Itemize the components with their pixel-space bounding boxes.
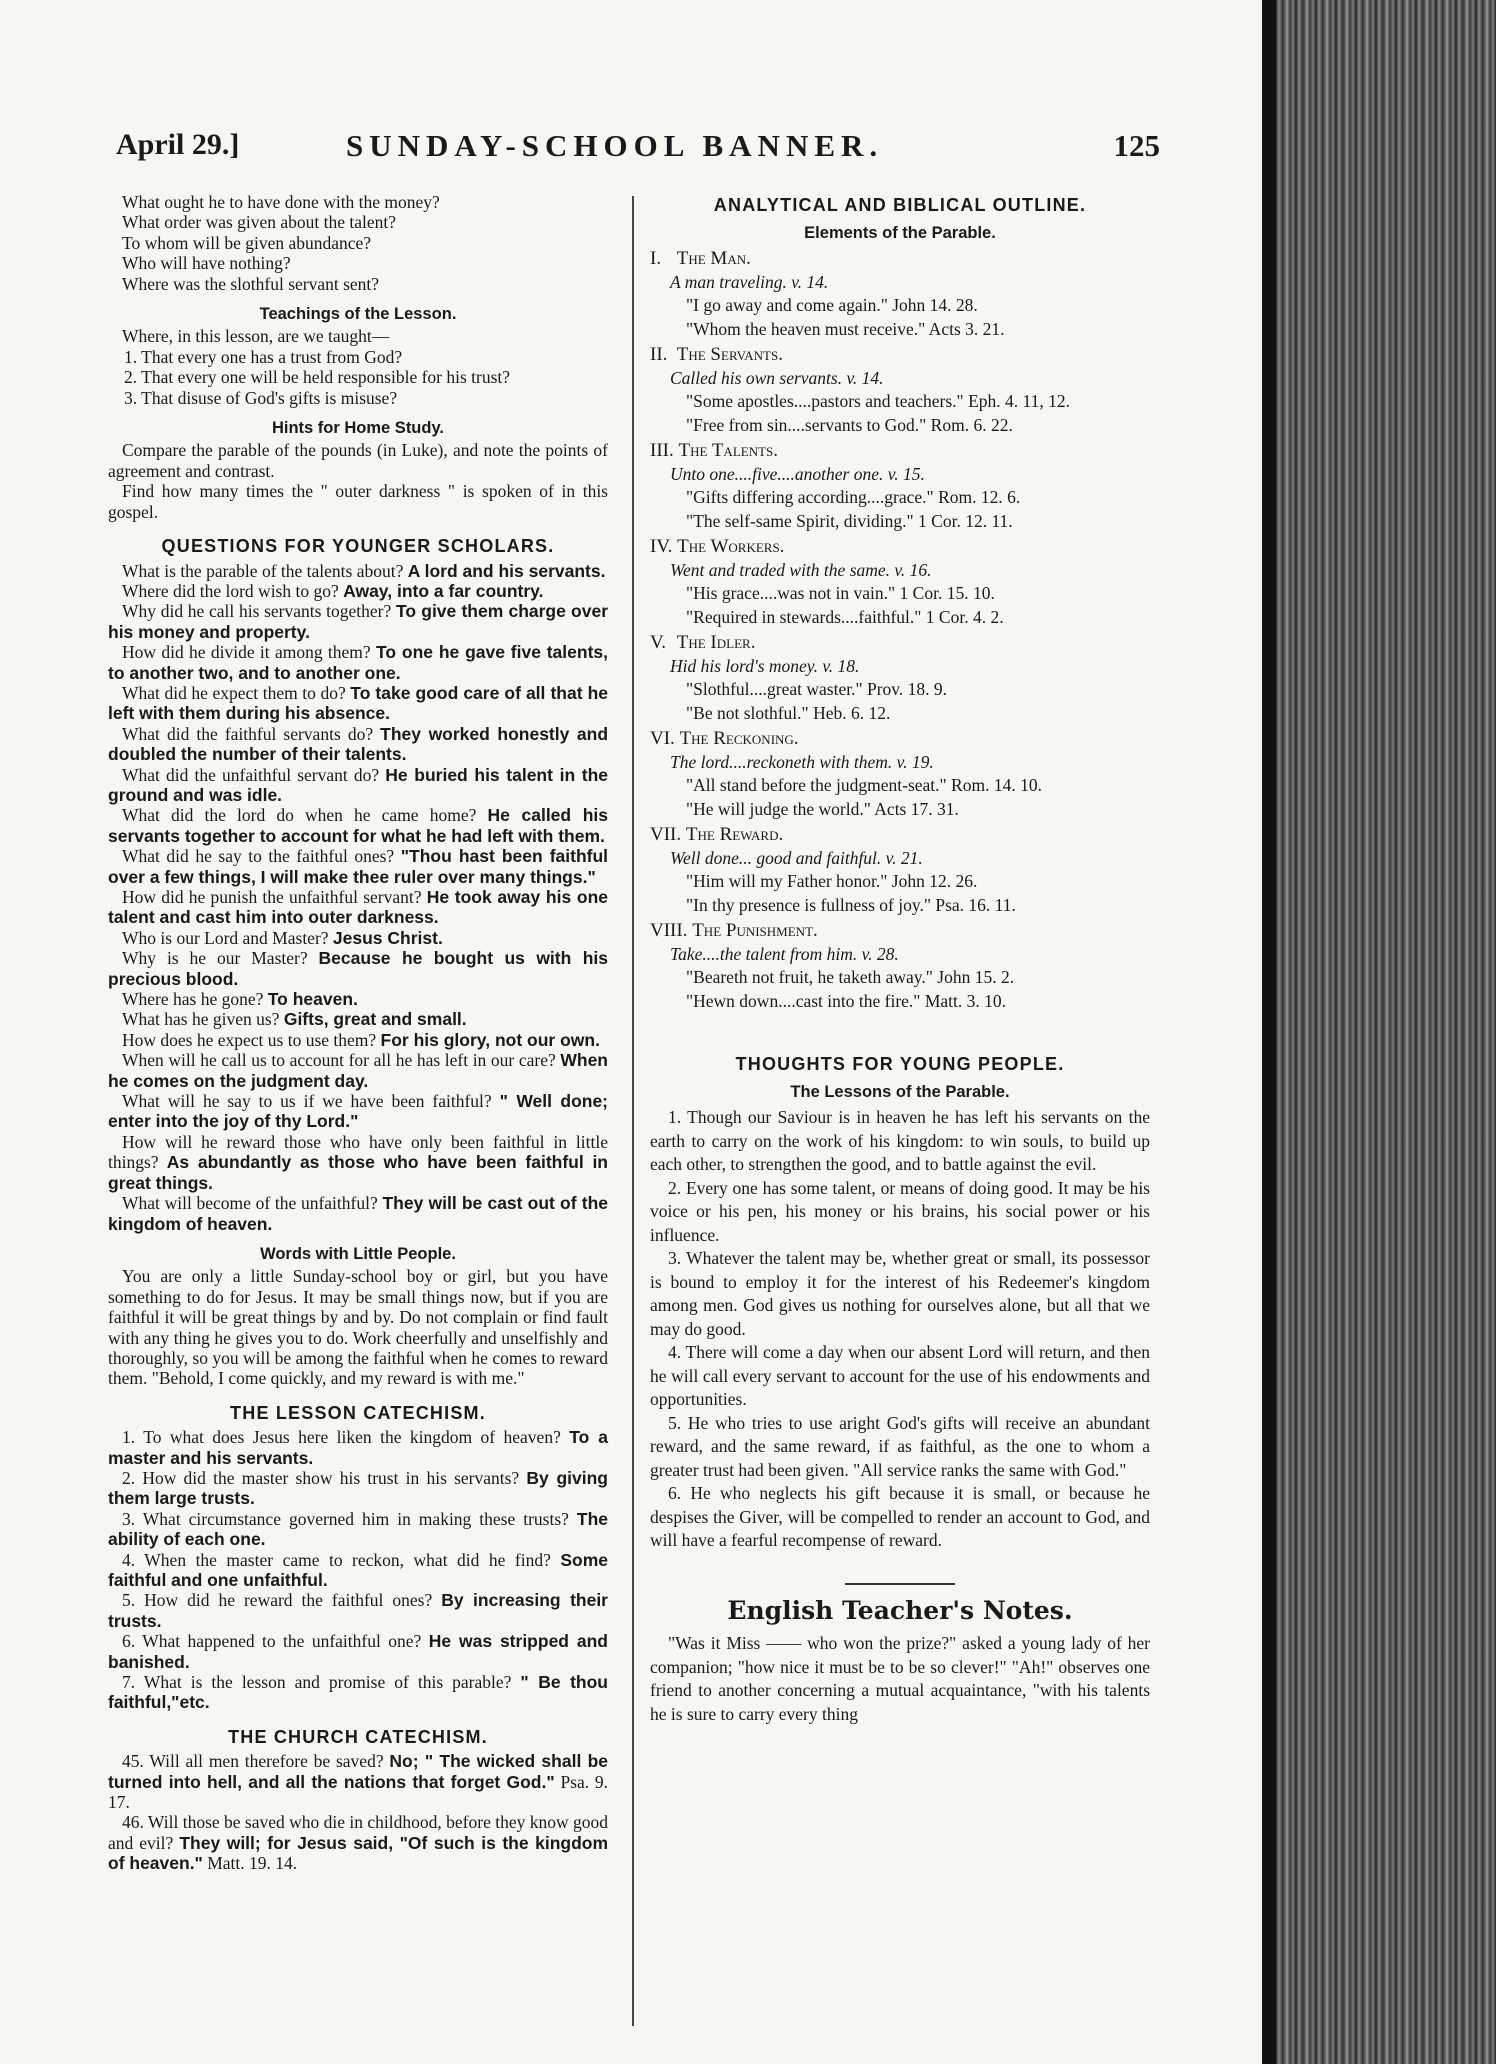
qa-entry: [108, 724, 608, 765]
qa-question: What will he say to us if we have been faithful?: [122, 1091, 492, 1112]
book-gutter-shadow: [1262, 0, 1276, 2064]
qa-question: When will he call us to account for all he has left in our care?: [122, 1050, 556, 1071]
notes-text: "Was it Miss —— who won the prize?" asked a young lady of her companion; "how nice it must be to be so clever!" "Ah!" observes one friend to another concerning a mutual acquaintance, "with his talents he is sure to carry every thing: [650, 1633, 1150, 1724]
qa-answer: Away, into a far country.: [343, 580, 544, 601]
column-divider: [632, 196, 634, 2026]
scripture-quote: "Slothful....great waster." Prov. 18. 9.: [686, 679, 948, 699]
qa-entry: [108, 601, 608, 642]
qa-question: What is the parable of the talents about?: [122, 560, 404, 581]
qa-answer: " Well done; enter into the joy of thy Lord.": [108, 1091, 609, 1132]
qa-entry: [108, 887, 608, 928]
qa-answer: To take good care of all that he left with them during his absence.: [108, 682, 609, 724]
qa-question: Why is he our Master?: [122, 948, 308, 969]
qa-answer: A lord and his servants.: [407, 560, 606, 581]
section-title-text: The Talents.: [678, 440, 779, 461]
outline-section: [650, 535, 1150, 629]
qa-entry: [108, 948, 608, 989]
outline-heading: ANALYTICAL AND BIBLICAL OUTLINE.: [713, 195, 1087, 215]
verse-reference: The lord....reckoneth with them. v. 19.: [670, 751, 934, 772]
qa-question: What did the faithful servants do?: [122, 723, 374, 744]
qa-question: How will he reward those who have only been faithful in little things?: [108, 1131, 608, 1173]
qa-entry: [108, 1550, 608, 1591]
scripture-quote: "Gifts differing according....grace." Rom. 12. 6.: [686, 487, 1021, 507]
scripture-quote: "Hewn down....cast into the fire." Matt. 3. 10.: [686, 990, 1006, 1011]
question-line: What order was given about the talent?: [122, 212, 397, 233]
qa-entry: [108, 989, 608, 1009]
outline-section-title: [650, 919, 1150, 943]
outline-section-title: [650, 247, 1150, 271]
section-title-text: The Punishment.: [692, 920, 818, 941]
teaching-item: 1. That every one has a trust from God?: [124, 346, 403, 367]
qa-question: How did he punish the unfaithful servant?: [122, 887, 422, 907]
roman-numeral: IV.: [650, 536, 673, 557]
section-rule: [845, 1583, 955, 1585]
church-catechism-list: [108, 1751, 608, 1873]
roman-numeral: II.: [650, 344, 668, 365]
qa-entry: [108, 765, 608, 806]
roman-numeral: VIII.: [650, 920, 688, 941]
qa-question: Where has he gone?: [122, 989, 264, 1010]
qa-entry: [108, 642, 608, 683]
outline-section-title: [650, 823, 1150, 847]
scripture-quote: "In thy presence is fullness of joy." Psa. 16. 11.: [686, 894, 1016, 915]
outline-section: [650, 823, 1150, 917]
qa-answer: For his glory, not our own.: [380, 1029, 600, 1050]
thought-paragraph: 2. Every one has some talent, or means of doing good. It may be his voice or his pen, his money or his brains, his social power or his influence.: [650, 1177, 1150, 1245]
qa-entry: [108, 561, 608, 581]
younger-scholars-list: [108, 561, 608, 1234]
qa-entry: [108, 1427, 608, 1468]
qa-answer: He called his servants together to account for what he had left with them.: [108, 805, 609, 846]
qa-question: 1. To what does Jesus here liken the kingdom of heaven?: [122, 1427, 561, 1448]
teaching-item: 3. That disuse of God's gifts is misuse?: [124, 387, 398, 408]
header-date: April 29.]: [116, 128, 240, 161]
qa-answer: They worked honestly and doubled the number of their talents.: [108, 723, 609, 765]
qa-entry: [108, 683, 608, 724]
scripture-quote: "Whom the heaven must receive." Acts 3. 21.: [686, 318, 1005, 339]
qa-entry: [108, 928, 608, 948]
thought-paragraph: 6. He who neglects his gift because it is small, or because he despises the Giver, will be compelled to render an account to God, and will have a fearful recompense of reward.: [650, 1483, 1150, 1550]
qa-question: How does he expect us to use them?: [122, 1029, 377, 1050]
qa-answer: " Be thou faithful,"etc.: [108, 1672, 608, 1713]
outline-section-title: [650, 727, 1150, 751]
qa-answer: To give them charge over his money and property.: [108, 601, 609, 642]
thought-paragraph: 4. There will come a day when our absent Lord will return, and then he will call every servant to account for the use of his endowments and opportunities.: [650, 1342, 1150, 1409]
qa-entry: [108, 1672, 608, 1713]
younger-scholars-heading: QUESTIONS FOR YOUNGER SCHOLARS.: [161, 536, 555, 557]
lesson-catechism-heading: THE LESSON CATECHISM.: [230, 1402, 486, 1423]
qa-question: 45. Will all men therefore be saved?: [122, 1751, 384, 1772]
hints-paragraph: Find how many times the " outer darkness " is spoken of in this gospel.: [108, 481, 608, 522]
qa-answer: Jesus Christ.: [332, 927, 443, 948]
scripture-quote: "The self-same Spirit, dividing." 1 Cor. 12. 11.: [686, 510, 1013, 531]
verse-reference: Take....the talent from him. v. 28.: [670, 943, 899, 964]
roman-numeral: I.: [650, 248, 662, 269]
qa-answer: To heaven.: [267, 989, 358, 1010]
qa-answer: They will; for Jesus said, "Of such is the kingdom of heaven.": [108, 1832, 609, 1874]
little-people-heading: Words with Little People.: [260, 1244, 456, 1263]
verse-reference: Called his own servants. v. 14.: [670, 367, 884, 388]
hints-paragraph: Compare the parable of the pounds (in Luke), and note the points of agreement and contrast.: [108, 440, 608, 481]
qa-entry: [108, 846, 608, 887]
question-line: To whom will be given abundance?: [122, 232, 372, 253]
roman-numeral: VII.: [650, 824, 682, 845]
qa-entry: [108, 1193, 608, 1234]
qa-question: 3. What circumstance governed him in making these trusts?: [122, 1508, 569, 1529]
scripture-quote: "Be not slothful." Heb. 6. 12.: [686, 702, 891, 723]
section-title-text: The Workers.: [677, 536, 785, 557]
qa-question: 2. How did the master show his trust in his servants?: [122, 1467, 520, 1488]
book-edge: [1262, 0, 1496, 2064]
scripture-quote: "Free from sin....servants to God." Rom. 6. 22.: [686, 414, 1013, 435]
outline-section: [650, 343, 1150, 437]
qa-entry: [108, 1050, 608, 1091]
qa-entry: [108, 1132, 608, 1193]
left-column: [108, 192, 608, 1874]
teachings-intro: Where, in this lesson, are we taught—: [122, 326, 390, 347]
page-number: 125: [1113, 128, 1160, 163]
outline-section: [650, 439, 1150, 533]
outline-subheading: Elements of the Parable.: [804, 223, 996, 242]
section-title-text: The Man.: [676, 248, 751, 269]
scripture-quote: "Required in stewards....faithful." 1 Cor. 4. 2.: [686, 606, 1004, 627]
qa-answer: Some faithful and one unfaithful.: [108, 1549, 609, 1590]
qa-question: 46. Will those be saved who die in childhood, before they know good and evil?: [108, 1812, 608, 1853]
qa-question: Where did the lord wish to go?: [122, 580, 339, 601]
outline-section-title: [650, 343, 1150, 367]
qa-answer: The ability of each one.: [108, 1508, 609, 1550]
thought-paragraph: 3. Whatever the talent may be, whether great or small, its possessor is bound to employ it for the interest of his Redeemer's kingdom among men. God gives us nothing for ourselves alone, but all that we may do good.: [650, 1248, 1150, 1339]
qa-question: Why did he call his servants together?: [122, 601, 392, 622]
qa-entry: [108, 1091, 608, 1132]
teachings-heading: Teachings of the Lesson.: [259, 305, 457, 324]
qa-entry: [108, 805, 608, 846]
qa-question: What did he say to the faithful ones?: [122, 846, 395, 867]
qa-answer: Gifts, great and small.: [283, 1009, 467, 1030]
scripture-quote: "Some apostles....pastors and teachers." Eph. 4. 11, 12.: [686, 391, 1070, 411]
qa-answer: Because he bought us with his precious blood.: [108, 948, 609, 989]
qa-entry: [108, 1812, 608, 1873]
verse-reference: Hid his lord's money. v. 18.: [670, 655, 860, 676]
qa-entry: [108, 1751, 608, 1812]
qa-answer: To one he gave five talents, to another two, and to another one.: [108, 642, 608, 683]
verse-reference: Unto one....five....another one. v. 15.: [670, 463, 925, 484]
qa-answer: They will be cast out of the kingdom of heaven.: [108, 1193, 609, 1234]
qa-question: What did the unfaithful servant do?: [122, 764, 380, 785]
qa-question: 5. How did he reward the faithful ones?: [122, 1590, 433, 1611]
hints-heading: Hints for Home Study.: [271, 419, 445, 438]
verse-reference: Went and traded with the same. v. 16.: [670, 559, 932, 580]
qa-answer: He buried his talent in the ground and was idle.: [108, 764, 609, 805]
teaching-item: 2. That every one will be held responsible for his trust?: [124, 367, 511, 388]
verse-reference: Well done... good and faithful. v. 21.: [670, 847, 923, 868]
qa-entry: [108, 581, 608, 601]
outline-section: [650, 631, 1150, 725]
lesson-catechism-list: [108, 1427, 608, 1713]
qa-answer: By giving them large trusts.: [108, 1467, 608, 1509]
qa-answer: To a master and his servants.: [108, 1427, 608, 1468]
section-title-text: The Idler.: [676, 632, 756, 653]
qa-question: What did he expect them to do?: [122, 682, 346, 703]
outline-section: [650, 919, 1150, 1013]
scripture-quote: "Beareth not fruit, he taketh away." John 15. 2.: [686, 967, 1015, 987]
notes-heading: English Teacher's Notes.: [727, 1595, 1073, 1625]
section-title-text: The Reckoning.: [679, 728, 799, 749]
qa-answer: By increasing their trusts.: [108, 1590, 608, 1631]
outline-section-title: [650, 631, 1150, 655]
scripture-quote: "All stand before the judgment-seat." Rom. 14. 10.: [686, 775, 1042, 795]
little-people-text: You are only a little Sunday-school boy or girl, but you have something to do for Jesus. It may be small things now, but if you are faithful it will be great things by and by. Do not complain or find fault with any thing he gives you to do. Work cheerfully and unselfishly and thoroughly, so you will be among the faithful when he comes to reward them. "Behold, I come quickly, and my reward is with me.": [108, 1266, 608, 1389]
verse-reference: A man traveling. v. 14.: [670, 271, 829, 292]
outline-list: [650, 247, 1150, 1013]
thought-paragraph: 1. Though our Saviour is in heaven he has left his servants on the earth to carry on the work of his kingdom: to win souls, to build up each other, to strengthen the good, and to battle against the evil.: [650, 1107, 1150, 1174]
qa-question: 4. When the master came to reckon, what did he find?: [122, 1549, 551, 1570]
question-line: What ought he to have done with the money?: [122, 192, 440, 212]
church-catechism-heading: THE CHURCH CATECHISM.: [228, 1726, 488, 1747]
scripture-quote: "His grace....was not in vain." 1 Cor. 15. 10.: [686, 583, 995, 603]
scripture-quote: "He will judge the world." Acts 17. 31.: [686, 798, 959, 819]
outline-section-title: [650, 535, 1150, 559]
qa-entry: [108, 1590, 608, 1631]
qa-answer: "Thou hast been faithful over a few things, I will make thee ruler over many things.": [108, 846, 609, 887]
outline-section-title: [650, 439, 1150, 463]
qa-answer: When he comes on the judgment day.: [108, 1050, 608, 1091]
roman-numeral: V.: [650, 632, 667, 653]
qa-answer: As abundantly as those who have been faithful in great things.: [108, 1152, 608, 1193]
scripture-quote: "I go away and come again." John 14. 28.: [686, 295, 978, 315]
thoughts-list: [650, 1106, 1150, 1553]
roman-numeral: III.: [650, 440, 674, 461]
question-line: Where was the slothful servant sent?: [122, 273, 380, 294]
qa-answer: No; " The wicked shall be turned into hell, and all the nations that forget God.": [108, 1751, 608, 1792]
qa-answer: He took away his one talent and cast him into outer darkness.: [108, 887, 609, 928]
qa-question: 7. What is the lesson and promise of this parable?: [122, 1672, 512, 1693]
right-column: [650, 192, 1150, 1726]
outline-section: [650, 247, 1150, 341]
scripture-quote: "Him will my Father honor." John 12. 26.: [686, 871, 978, 891]
outline-section: [650, 727, 1150, 821]
running-header: [116, 128, 1160, 178]
section-title-text: The Reward.: [685, 824, 784, 845]
qa-entry: [108, 1030, 608, 1050]
thoughts-subheading: The Lessons of the Parable.: [790, 1082, 1010, 1101]
qa-entry: [108, 1468, 608, 1509]
roman-numeral: VI.: [650, 728, 675, 749]
qa-entry: [108, 1509, 608, 1550]
question-line: Who will have nothing?: [122, 253, 291, 274]
qa-question: What has he given us?: [122, 1009, 280, 1030]
qa-reference: Psa. 9. 17.: [108, 1771, 609, 1813]
qa-question: 6. What happened to the unfaithful one?: [122, 1631, 422, 1652]
qa-entry: [108, 1009, 608, 1029]
qa-question: Who is our Lord and Master?: [122, 927, 329, 948]
intro-questions: [108, 192, 608, 294]
qa-reference: Matt. 19. 14.: [207, 1853, 298, 1874]
qa-entry: [108, 1631, 608, 1672]
qa-question: How did he divide it among them?: [122, 642, 371, 663]
header-title: SUNDAY-SCHOOL BANNER.: [346, 128, 884, 163]
thoughts-heading: THOUGHTS FOR YOUNG PEOPLE.: [735, 1054, 1065, 1074]
section-title-text: The Servants.: [676, 344, 783, 365]
qa-question: What will become of the unfaithful?: [122, 1193, 378, 1214]
thought-paragraph: 5. He who tries to use aright God's gifts will receive an abundant reward, and the same reward, if as faithful, as the one to whom a greater trust had been given. "All service ranks the same with God.": [650, 1412, 1150, 1480]
qa-question: What did the lord do when he came home?: [122, 805, 477, 826]
qa-answer: He was stripped and banished.: [108, 1631, 609, 1672]
